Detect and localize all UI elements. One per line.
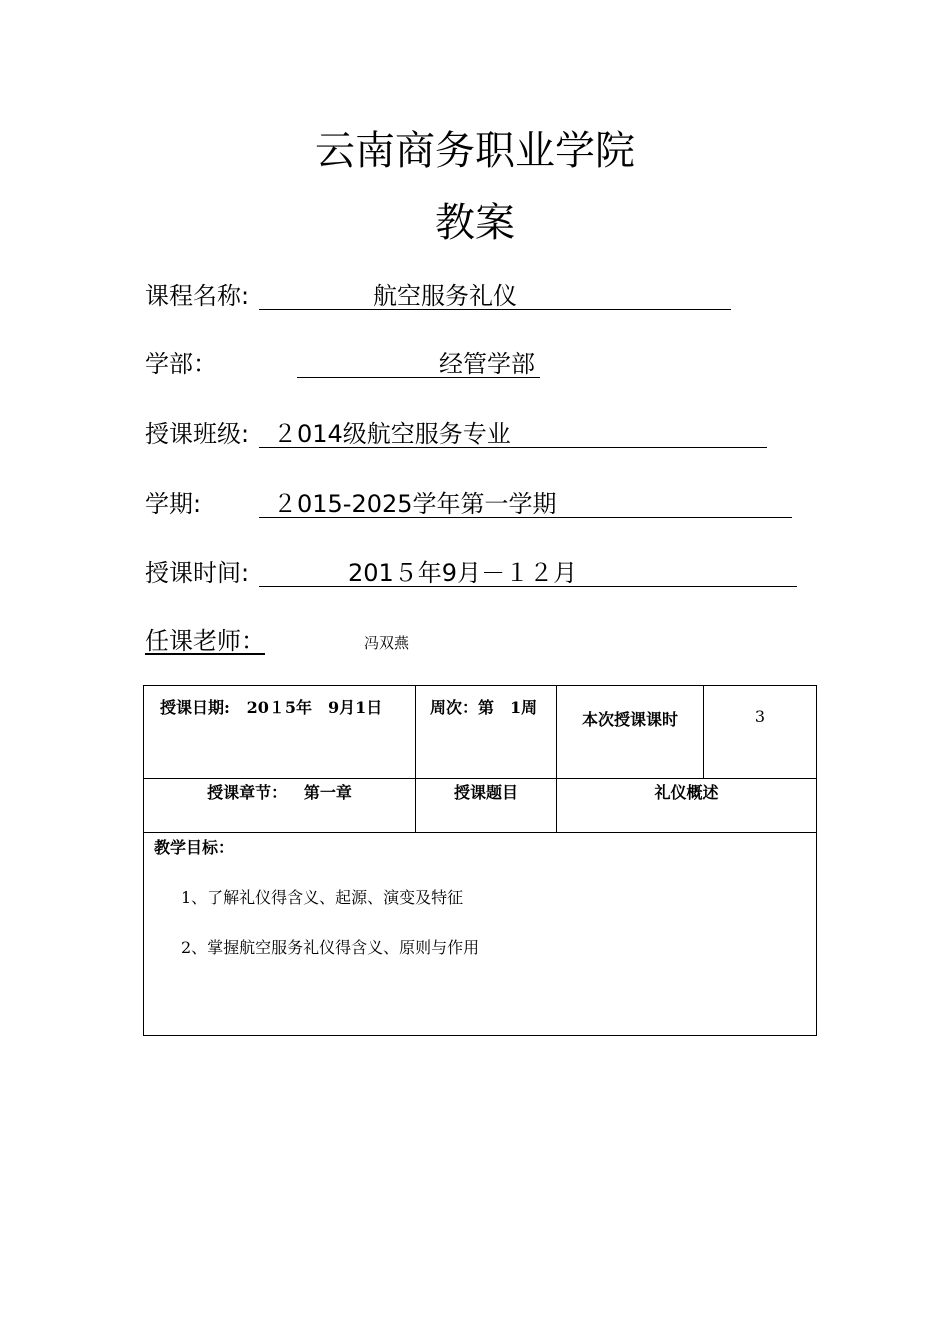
topic-label: 授课题目 — [453, 783, 518, 802]
week-number-cell — [416, 686, 557, 779]
table-row — [144, 686, 817, 779]
class-hours-value-cell — [704, 686, 817, 779]
chapter-cell — [144, 779, 416, 833]
goal-item: 1、了解礼仪得含义、起源、演变及特征 — [181, 888, 464, 907]
teaching-date-value: 20１5年 9月1日 — [246, 698, 383, 717]
course-name-value: 航空服务礼仪 — [373, 282, 517, 310]
topic-value-cell — [557, 779, 817, 833]
chapter-value: 第一章 — [303, 783, 352, 802]
goal-item: 2、掌握航空服务礼仪得含义、原则与作用 — [181, 938, 480, 957]
class-hours-label-cell — [557, 686, 704, 779]
teacher-value: 冯双燕 — [364, 634, 410, 652]
topic-label-cell — [416, 779, 557, 833]
course-name-label: 课程名称: — [145, 282, 250, 310]
teaching-date-cell — [144, 686, 416, 779]
department-value: 经管学部 — [439, 350, 535, 378]
teaching-time-value: 201５年9月－１２月 — [348, 559, 578, 587]
table-row — [144, 779, 817, 833]
department-label: 学部： — [145, 350, 217, 378]
class-value: ２014级航空服务专业 — [273, 420, 511, 448]
lesson-plan-table — [143, 685, 817, 1036]
week-number: 周次：第 1周 — [430, 698, 538, 717]
class-hours-value: 3 — [754, 707, 766, 726]
teaching-goals-cell — [144, 833, 817, 1036]
teaching-goals-label: 教学目标： — [154, 838, 235, 857]
term-label: 学期: — [145, 490, 202, 518]
term-value: ２015-2025学年第一学期 — [273, 490, 557, 518]
chapter-label: 授课章节： — [207, 783, 288, 802]
teaching-date-label: 授课日期: — [160, 698, 230, 717]
table-row — [144, 833, 817, 1036]
school-title: 云南商务职业学院 — [315, 128, 635, 174]
class-hours-label: 本次授课课时 — [581, 710, 678, 729]
class-label: 授课班级: — [145, 420, 250, 448]
document-title: 教案 — [435, 200, 515, 246]
teacher-label: 任课老师： — [145, 627, 265, 655]
teaching-time-label: 授课时间: — [145, 559, 250, 587]
topic-value: 礼仪概述 — [654, 783, 719, 802]
